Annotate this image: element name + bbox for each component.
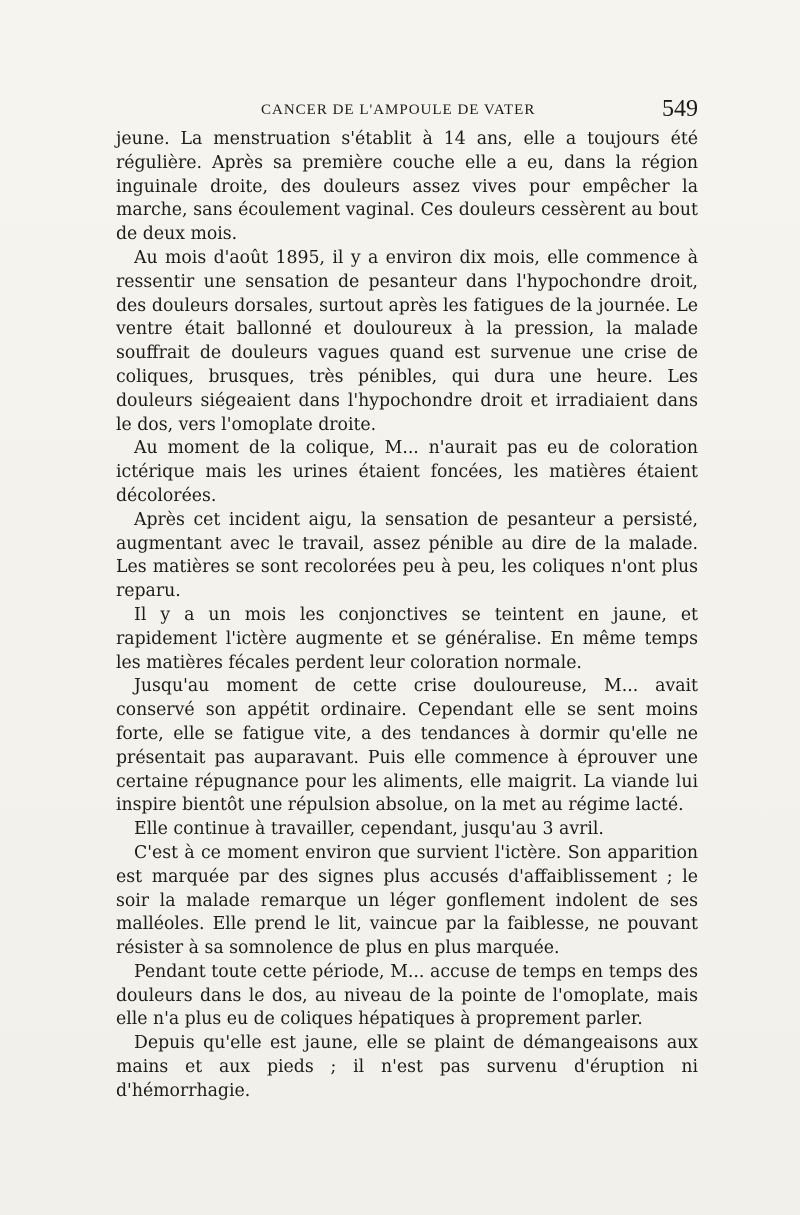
paragraph: C'est à ce moment environ que survient l'ictère. Son apparition est marquée par des signes plus accusés d'affaiblissement ; le soir la malade remarque un léger gonflement indolent de ses malléoles. Elle prend le lit, vaincue par la faiblesse, ne pouvant résister à sa somnolence de plus en plus marquée. xyxy=(116,842,698,959)
paragraph: Au moment de la colique, M... n'aurait pas eu de coloration ictérique mais les urines étaient foncées, les matières étaient décolorées. xyxy=(116,438,698,506)
paragraph: Pendant toute cette période, M... accuse de temps en temps des douleurs dans le dos, au niveau de la pointe de l'omoplate, mais elle n'a plus eu de coliques hépatiques à proprement parler. xyxy=(116,961,698,1030)
paragraph: Au mois d'août 1895, il y a environ dix mois, elle commence à ressentir une sensation de pesanteur dans l'hypochondre droit, des douleurs dorsales, surtout après les fatigues de la journée. Le ventre était ballonné et douloureux à la pression, la malade souffrait de douleurs vagues quand est survenue une crise de coliques, brusques, très pénibles, qui dura une heure. Les douleurs siégeaient dans l'hypochondre droit et irradiaient dans le dos, vers l'omoplate droite. xyxy=(116,247,698,435)
paragraph: Elle continue à travailler, cependant, jusqu'au 3 avril. xyxy=(134,819,604,840)
body-text xyxy=(116,128,698,1104)
paragraph-continuation: jeune. La menstruation s'établit à 14 ans, elle a toujours été régulière. Après sa première couche elle a eu, dans la région inguinale droite, des douleurs assez vives pour empêcher la marche, sans écoulement vaginal. Ces douleurs cessèrent au bout de deux mois. xyxy=(116,129,698,245)
paragraph: Il y a un mois les conjonctives se teintent en jaune, et rapidement l'ictère augmente et se généralise. En même temps les matières fécales perdent leur coloration normale. xyxy=(116,604,698,673)
page-header xyxy=(116,96,698,124)
page-number: 549 xyxy=(662,96,698,122)
paragraph: Depuis qu'elle est jaune, elle se plaint de démangeaisons aux mains et aux pieds ; il n'est pas survenu d'éruption ni d'hémorrhagie. xyxy=(116,1033,698,1101)
paragraph: Après cet incident aigu, la sensation de pesanteur a persisté, augmentant avec le travail, assez pénible au dire de la malade. Les matières se sont recolorées peu à peu, les coliques n'ont plus reparu. xyxy=(116,509,698,602)
paragraph: Jusqu'au moment de cette crise douloureuse, M... avait conservé son appétit ordinaire. Cependant elle se sent moins forte, elle se fatigue vite, a des tendances à dormir qu'elle ne présentait pas auparavant. Puis elle commence à éprouver une certaine répugnance pour les aliments, elle maigrit. La viande lui inspire bientôt une répulsion absolue, on la met au régime lacté. xyxy=(116,676,698,816)
running-title: CANCER DE L'AMPOULE DE VATER xyxy=(261,102,536,118)
